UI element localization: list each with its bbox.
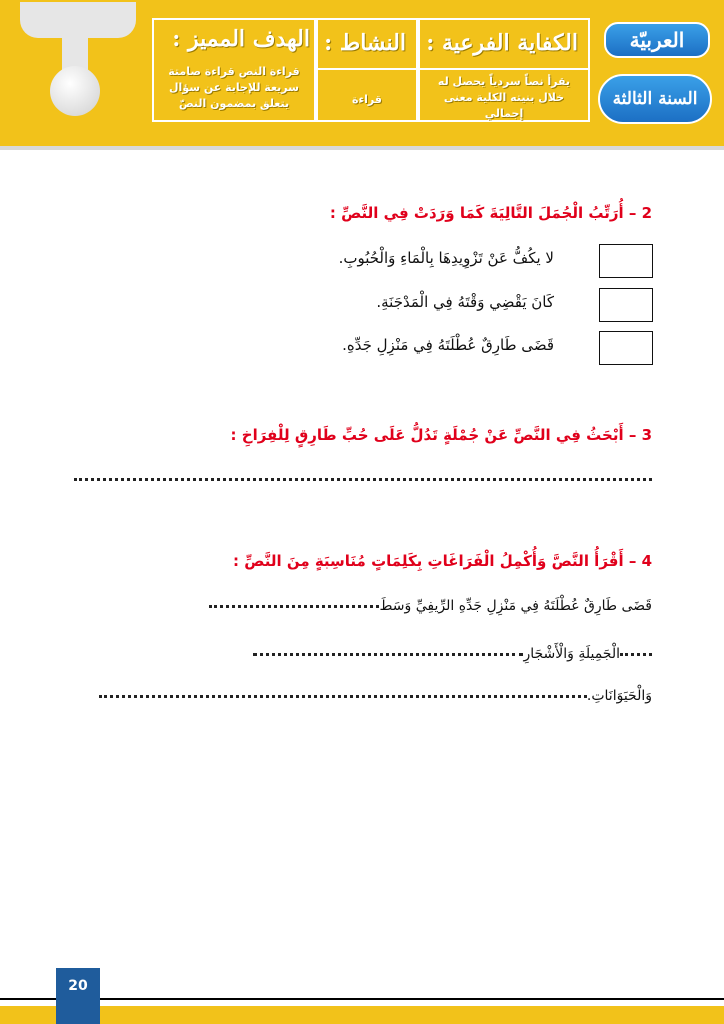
activity-text: قراءة — [352, 93, 382, 106]
order-box-3[interactable] — [599, 331, 653, 365]
grade-badge: السنة الثالثة — [598, 74, 712, 124]
blank-3[interactable] — [253, 653, 523, 656]
blank-2[interactable] — [620, 653, 652, 656]
fill-line-2-text: الْجَمِيلَةِ وَالْأَشْجَارِ — [523, 646, 620, 662]
activity-title: النشاط : — [324, 30, 406, 56]
logo-ball-shape — [50, 66, 100, 116]
logo-icon — [20, 2, 136, 38]
competency-title: الكفاية الفرعية : — [426, 30, 578, 56]
footer-rule — [0, 998, 724, 1000]
objective-text: قراءة النص قراءة صامتة سريعة للإجابة عن سؤال يتعلق بمضمون النصّ — [168, 65, 300, 110]
question-3-title: 3 – أَبْحَثُ فِي النَّصِّ عَنْ جُمْلَةٍ تَدُلُّ عَلَى حُبِّ طَارِقٍ لِلْفِرَاخِ : — [230, 426, 652, 444]
blank-4[interactable] — [99, 695, 587, 698]
footer-band — [0, 1006, 724, 1024]
objective-title: الهدف المميز : — [172, 26, 310, 52]
competency-text: يقرأ نصاً سردياً يحصل له خلال بنيته الكلية معنى إجمالي — [437, 75, 571, 120]
subject-badge: العربيّة — [604, 22, 710, 58]
fill-line-3 — [99, 688, 652, 704]
question-4-title: 4 – أَقْرَأُ النَّصَّ وَأُكْمِلُ الْفَرَاغَاتِ بِكَلِمَاتٍ مُنَاسِبَةٍ مِنَ النَّصِّ : — [233, 552, 652, 570]
sentence-2: كَانَ يَقْضِي وَقْتَهُ فِي الْمَدْجَنَةِ. — [376, 293, 554, 311]
order-box-2[interactable] — [599, 288, 653, 322]
sentence-1: لا يكُفُّ عَنْ تَزْوِيدِهَا بِالْمَاءِ وَالْحُبُوبِ. — [338, 249, 554, 267]
header-divider — [0, 146, 724, 150]
question-2-title: 2 – أُرَتِّبُ الْجُمَلَ التَّالِيَةَ كَمَا وَرَدَتْ فِي النَّصِّ : — [329, 204, 652, 222]
fill-line-1 — [209, 598, 652, 614]
blank-1[interactable] — [209, 605, 379, 608]
answer-line-q3[interactable] — [74, 478, 652, 481]
order-box-1[interactable] — [599, 244, 653, 278]
fill-line-1-text: قَضَى طَارِقٌ عُطْلَتَهُ فِي مَنْزِلِ جَدِّهِ الرِّيفِيِّ وَسَطَ — [379, 598, 652, 614]
page-number: 20 — [56, 968, 100, 1024]
fill-line-2 — [253, 646, 652, 662]
sentence-3: قَضَى طَارِقٌ عُطْلَتَهُ فِي مَنْزِلِ جَدِّهِ. — [342, 336, 554, 354]
fill-line-3-text: وَالْحَيَوَانَاتِ. — [586, 688, 652, 704]
